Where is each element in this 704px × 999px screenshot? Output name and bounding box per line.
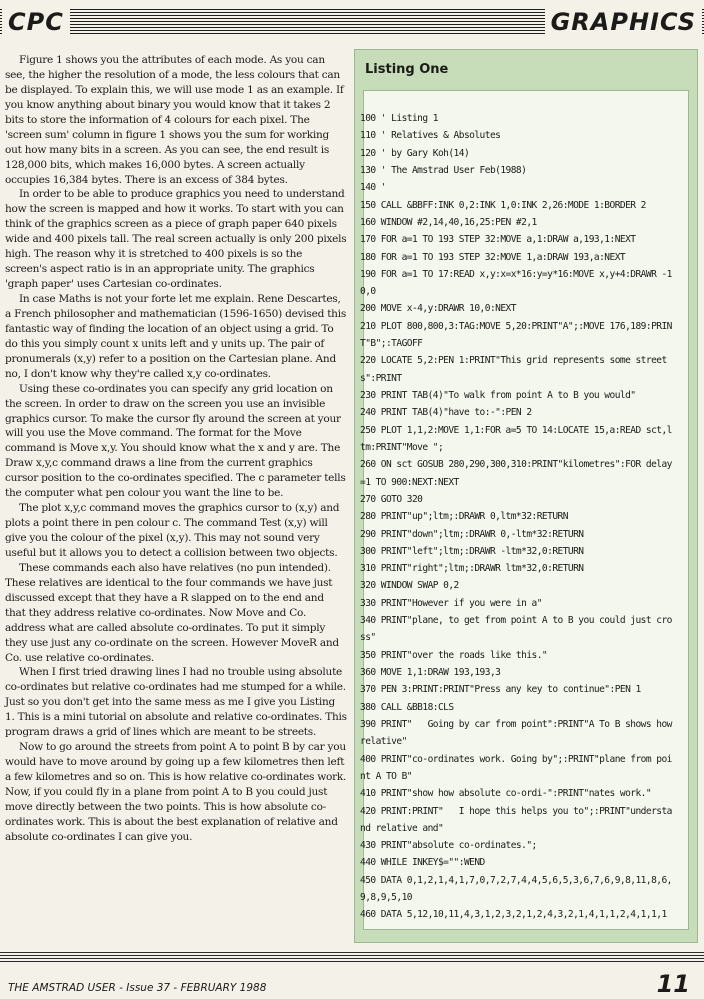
- page-footer: [0, 952, 704, 999]
- code-line: 280 PRINT"up";ltm;:DRAWR 0,ltm*32:RETURN: [360, 511, 568, 523]
- code-line: 210 PLOT 800,800,3:TAG:MOVE 5,20:PRINT"A";:MOVE 176,189:PRINT"B";:TAGOFF: [360, 320, 672, 350]
- code-line: 450 DATA 0,1,2,1,4,1,7,0,7,2,7,4,4,5,6,5,3,6,7,6,9,8,11,8,6,9,8,9,5,10: [360, 874, 672, 904]
- code-line: 400 PRINT"co-ordinates work. Going by";:PRINT"plane from point A TO B": [360, 753, 672, 782]
- page-number: 11: [656, 970, 690, 998]
- code-line: 320 WINDOW SWAP 0,2: [360, 580, 459, 592]
- code-line: 270 GOTO 320: [360, 493, 423, 505]
- code-line: 310 PRINT"right";ltm;:DRAWR ltm*32,0:RETURN: [360, 563, 584, 575]
- footer-rule: [0, 952, 704, 964]
- article-paragraph: These commands each also have relatives (no pun intended). These relatives are identical to the four commands we have just discussed except that they have a R slapped on to the end and that they address relative co-ordinates. Now Move and Co. address what are called absolute co-ordinates. To put it simply they use just any co-ordinate on the screen. However MoveR and Co. use relative co-ordinates.: [5, 561, 339, 664]
- code-line: 200 MOVE x-4,y:DRAWR 10,0:NEXT: [360, 303, 516, 315]
- footer-text: THE AMSTRAD USER - Issue 37 - FEBRUARY 1988: [8, 982, 267, 994]
- code-listing: [360, 110, 676, 924]
- article-paragraph: In case Maths is not your forte let me explain. Rene Descartes, a French philosopher and mathematician (1596-1650) devised this fantastic way of finding the location of an object using a grid. To do this you simply count x units left and y units up. The pair of pronumerals (x,y) refer to a position on the Cartesian plane. And no, I don't know why they're called x,y co-ordinates.: [5, 293, 347, 380]
- code-line: 100 ' Listing 1: [360, 113, 438, 124]
- code-line: 160 WINDOW #2,14,40,16,25:PEN #2,1: [360, 216, 537, 228]
- code-line: 190 FOR a=1 TO 17:READ x,y:x=x*16:y=y*16:MOVE x,y+4:DRAWR -10,0: [360, 268, 672, 298]
- section-label: CPC: [2, 5, 70, 39]
- code-line: 290 PRINT"down";ltm;:DRAWR 0,-ltm*32:RETURN: [360, 528, 584, 540]
- code-line: 380 CALL &BB18:CLS: [360, 701, 454, 713]
- section-title: GRAPHICS: [545, 5, 702, 39]
- code-line: 330 PRINT"However if you were in a": [360, 597, 542, 609]
- article-paragraph: Using these co-ordinates you can specify any grid location on the screen. In order to draw on the screen you use an invisible graphics cursor. To make the cursor fly around the screen at your will you use the Move command. The format for the Move command is Move x,y. You should know what the x and y are. The Draw x,y,c command draws a line from the current graphics cursor position to the co-ordinates specified. The c parameter tells the computer what pen colour you want the line to be.: [5, 382, 346, 500]
- article-paragraph: The plot x,y,c command moves the graphics cursor to (x,y) and plots a point there in pen colour c. The command Test (x,y) will give you the colour of the pixel (x,y). This may not sound very useful but it allows you to detect a collision between two objects.: [5, 502, 340, 559]
- code-line: 230 PRINT TAB(4)"To walk from point A to B you would": [360, 390, 636, 401]
- article-paragraph: Now to go around the streets from point A to point B by car you would have to move around by going up a few kilometres then left a few kilometres and so on. This is how relative co-ordinates work. Now, if you could fly in a plane from point A to B you could just move directly between the two points. This is how absolute co-ordinates work. This is about the best explanation of relative and absolute co-ordinates I can give you.: [5, 741, 347, 843]
- code-line: 300 PRINT"left";ltm;:DRAWR -ltm*32,0:RETURN: [360, 545, 584, 557]
- code-line: 250 PLOT 1,1,2:MOVE 1,1:FOR a=5 TO 14:LOCATE 15,a:READ sct,ltm:PRINT"Move ";: [360, 424, 672, 453]
- page-header: [0, 0, 704, 42]
- code-line: 140 ': [360, 182, 386, 194]
- code-line: 150 CALL &BBFF:INK 0,2:INK 1,0:INK 2,26:MODE 1:BORDER 2: [360, 199, 646, 211]
- article-paragraph: In order to be able to produce graphics you need to understand how the screen is mapped and how it works. To start with you can think of the graphics screen as a piece of graph paper 640 pixels wide and 400 pixels tall. The real screen actually is only 200 pixels high. The reason why it is stretched to 400 pixels is so the screen's aspect ratio is in an appropriate unity. The graphics 'graph paper' uses Cartesian co-ordinates.: [5, 188, 347, 291]
- code-line: 340 PRINT"plane, to get from point A to B you could just cross": [360, 615, 672, 644]
- code-line: 360 MOVE 1,1:DRAW 193,193,3: [360, 667, 501, 678]
- listing-title: Listing One: [365, 62, 449, 77]
- code-line: 410 PRINT"show how absolute co-ordi-":PRINT"nates work.": [360, 788, 652, 800]
- code-line: 420 PRINT:PRINT" I hope this helps you to";:PRINT"understand relative and": [360, 805, 672, 834]
- listing-box: [354, 49, 698, 943]
- code-line: 430 PRINT"absolute co-ordinates.";: [360, 840, 537, 852]
- article-paragraph: Figure 1 shows you the attributes of each mode. As you can see, the higher the resolution of a mode, the less colours that can be displayed. To explain this, we will use mode 1 as an example. If you know anything about binary you would know that it takes 2 bits to store the information of 4 colours for each pixel. The 'screen sum' column in figure 1 shows you the sum for working out how many bits in a screen. As you can see, the end result is 128,000 bits, which makes 16,000 bytes. A screen actually occupies 16,384 bytes. There is an excess of 384 bytes.: [5, 54, 344, 186]
- code-line: 220 LOCATE 5,2:PEN 1:PRINT"This grid represents some streets":PRINT: [360, 355, 667, 384]
- code-line: 260 ON sct GOSUB 280,290,300,310:PRINT"kilometres":FOR delay=1 TO 900:NEXT:NEXT: [360, 459, 672, 488]
- code-line: 170 FOR a=1 TO 193 STEP 32:MOVE a,1:DRAW a,193,1:NEXT: [360, 234, 636, 246]
- code-line: 240 PRINT TAB(4)"have to:-":PEN 2: [360, 407, 532, 419]
- article-column: [5, 53, 347, 845]
- code-line: 460 DATA 5,12,10,11,4,3,1,2,3,2,1,2,4,3,2,1,4,1,1,2,4,1,1,1: [360, 909, 667, 921]
- code-line: 440 WHILE INKEY$="":WEND: [360, 857, 485, 869]
- code-line: 120 ' by Gary Koh(14): [360, 147, 470, 159]
- code-line: 390 PRINT" Going by car from point":PRINT"A To B shows how relative": [360, 718, 678, 748]
- article-paragraph: When I first tried drawing lines I had no trouble using absolute co-ordinates but relative co-ordinates had me stumped for a while. Just so you don't get into the same mess as me I give you Listing 1. This is a mini tutorial on absolute and relative co-ordinates. This program draws a grid of lines which are meant to be streets.: [5, 666, 347, 739]
- code-line: 350 PRINT"over the roads like this.": [360, 649, 548, 661]
- code-line: 370 PEN 3:PRINT:PRINT"Press any key to continue":PEN 1: [360, 684, 641, 696]
- code-line: 180 FOR a=1 TO 193 STEP 32:MOVE 1,a:DRAW 193,a:NEXT: [360, 251, 626, 263]
- code-line: 110 ' Relatives & Absolutes: [360, 130, 501, 142]
- code-line: 130 ' The Amstrad User Feb(1988): [360, 164, 527, 176]
